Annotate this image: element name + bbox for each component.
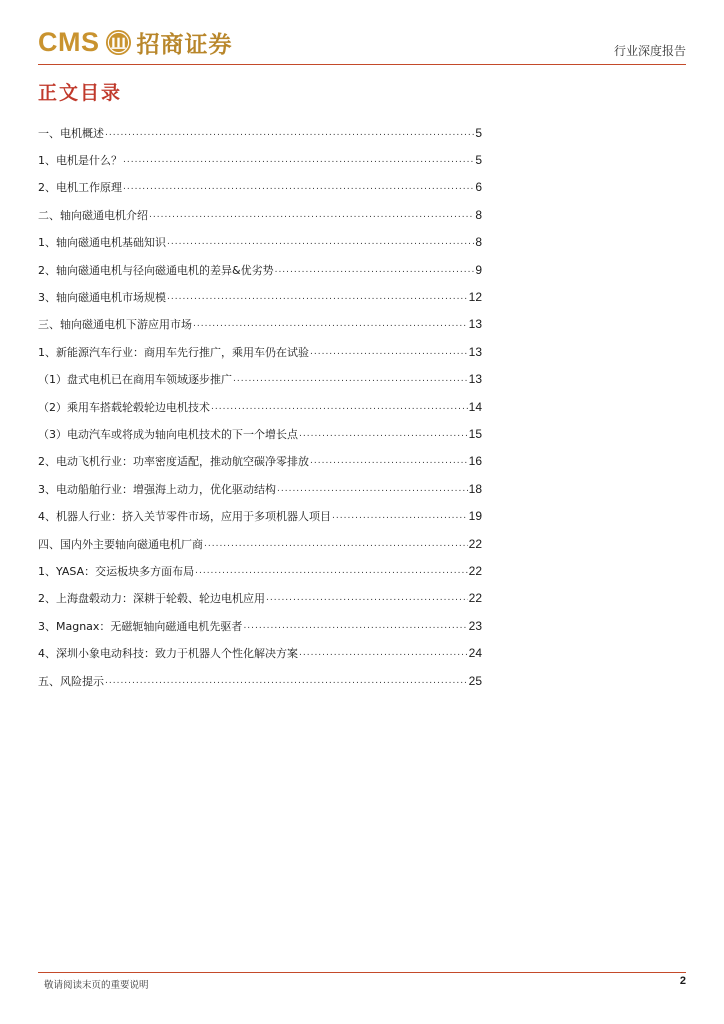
toc-leader-dots [310, 347, 468, 357]
toc-entry-page: 9 [475, 262, 482, 277]
toc-leader-dots [233, 374, 468, 384]
toc-entry-page: 22 [468, 563, 482, 578]
toc-entry[interactable] [38, 393, 482, 420]
page-number: 2 [679, 975, 686, 987]
toc-entry-title: 4、机器人行业：挤入关节零件市场，应用于多项机器人项目 [38, 510, 331, 524]
toc-title: 正文目录 [38, 82, 123, 104]
header-divider [38, 64, 686, 65]
toc-leader-dots [105, 676, 468, 686]
toc-entry[interactable] [38, 146, 482, 173]
toc-entry-title: 四、国内外主要轴向磁通电机厂商 [38, 537, 203, 551]
toc-leader-dots [123, 182, 474, 192]
toc-entry-page: 24 [468, 646, 482, 661]
toc-entry[interactable] [38, 639, 482, 666]
toc-entry-page: 16 [468, 454, 482, 469]
page-header [0, 0, 724, 70]
toc-entry[interactable] [38, 585, 482, 612]
toc-entry[interactable] [38, 338, 482, 365]
toc-entry-page: 19 [468, 509, 482, 524]
toc-entry-page: 18 [468, 481, 482, 496]
toc-leader-dots [332, 511, 468, 521]
toc-entry[interactable] [38, 667, 482, 694]
footer-divider [38, 972, 686, 973]
toc-entry-page: 22 [468, 536, 482, 551]
toc-entry[interactable] [38, 557, 482, 584]
toc-leader-dots [167, 237, 474, 247]
toc-entry[interactable] [38, 174, 482, 201]
toc-entry-title: 1、YASA：交运板块多方面布局 [38, 564, 195, 578]
toc-entry-page: 22 [468, 591, 482, 606]
toc-entry[interactable] [38, 366, 482, 393]
toc-entry-title: 1、轴向磁通电机基础知识 [38, 236, 166, 250]
toc-entry-title: 3、电动船舶行业：增强海上动力，优化驱动结构 [38, 482, 276, 496]
toc-entry-page: 25 [468, 673, 482, 688]
toc-entry-title: 4、深圳小象电动科技：致力于机器人个性化解决方案 [38, 647, 298, 661]
toc-entry[interactable] [38, 311, 482, 338]
toc-entry-title: 3、轴向磁通电机市场规模 [38, 291, 166, 305]
toc-entry-title: 2、轴向磁通电机与径向磁通电机的差异&优劣势 [38, 263, 274, 277]
toc-leader-dots [193, 319, 468, 329]
toc-entry-page: 5 [475, 125, 482, 140]
toc-leader-dots [195, 566, 468, 576]
toc-entry-page: 6 [475, 180, 482, 195]
toc-entry-page: 13 [468, 344, 482, 359]
toc-entry-title: 三、轴向磁通电机下游应用市场 [38, 318, 192, 332]
cms-logo [38, 26, 233, 58]
toc-entry-title: 1、新能源汽车行业：商用车先行推广，乘用车仍在试验 [38, 345, 309, 359]
toc-entry-page: 23 [468, 618, 482, 633]
toc-leader-dots [277, 484, 468, 494]
toc-entry-page: 8 [475, 235, 482, 250]
toc-entry-title: （3）电动汽车或将成为轴向电机技术的下一个增长点 [38, 427, 298, 441]
logo-cms-text: CMS [38, 26, 100, 57]
toc-entry-title: 3、Magnax：无磁轭轴向磁通电机先驱者 [38, 619, 243, 633]
toc-leader-dots [243, 621, 467, 631]
toc-entry-page: 15 [468, 426, 482, 441]
toc-entry-title: 1、电机是什么？ [38, 154, 122, 168]
toc-entry-title: 2、电机工作原理 [38, 181, 122, 195]
toc-entry[interactable] [38, 448, 482, 475]
logo-company-name: 招商证券 [136, 30, 233, 58]
toc-leader-dots [299, 429, 468, 439]
toc-entry[interactable] [38, 420, 482, 447]
toc-entry[interactable] [38, 283, 482, 310]
toc-entry-page: 14 [468, 399, 482, 414]
footer-disclaimer: 敬请阅读末页的重要说明 [44, 980, 149, 991]
toc-entry-title: 2、上海盘毂动力：深耕于轮毂、轮边电机应用 [38, 592, 265, 606]
toc-entry[interactable] [38, 612, 482, 639]
toc-entry-title: 一、电机概述 [38, 126, 104, 140]
toc-leader-dots [204, 539, 468, 549]
toc-leader-dots [105, 128, 474, 138]
toc-leader-dots [299, 648, 468, 658]
toc-leader-dots [310, 456, 468, 466]
table-of-contents [38, 119, 482, 694]
toc-leader-dots [149, 210, 474, 220]
toc-entry[interactable] [38, 475, 482, 502]
toc-entry[interactable] [38, 502, 482, 529]
toc-leader-dots [123, 155, 474, 165]
toc-leader-dots [266, 593, 468, 603]
toc-entry[interactable] [38, 229, 482, 256]
toc-entry-title: 2、电动飞机行业：功率密度适配，推动航空碳净零排放 [38, 455, 309, 469]
toc-entry[interactable] [38, 119, 482, 146]
toc-entry-title: 五、风险提示 [38, 674, 104, 688]
toc-entry-page: 8 [475, 207, 482, 222]
toc-entry[interactable] [38, 201, 482, 228]
toc-entry[interactable] [38, 530, 482, 557]
toc-entry[interactable] [38, 256, 482, 283]
toc-entry-page: 13 [468, 372, 482, 387]
toc-entry-title: （2）乘用车搭载轮毂轮边电机技术 [38, 400, 210, 414]
logo-emblem-icon [105, 29, 132, 56]
toc-entry-page: 13 [468, 317, 482, 332]
toc-entry-page: 5 [475, 153, 482, 168]
toc-entry-title: （1）盘式电机已在商用车领域逐步推广 [38, 373, 232, 387]
toc-leader-dots [275, 265, 475, 275]
report-type-label: 行业深度报告 [613, 44, 686, 58]
toc-entry-title: 二、轴向磁通电机介绍 [38, 208, 148, 222]
toc-leader-dots [211, 402, 468, 412]
toc-leader-dots [167, 292, 468, 302]
toc-entry-page: 12 [468, 290, 482, 305]
